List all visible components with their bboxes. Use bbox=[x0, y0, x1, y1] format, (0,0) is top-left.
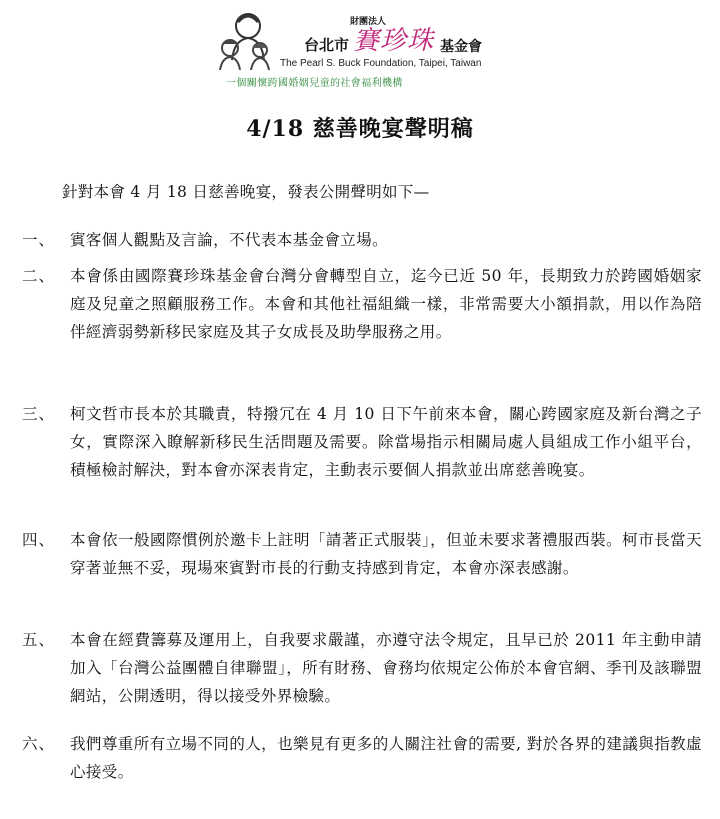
org-english-name: The Pearl S. Buck Foundation, Taipei, Taiwan bbox=[280, 58, 482, 69]
document-title: 4/18 慈善晚宴聲明稿 bbox=[246, 116, 474, 142]
item-number: 一、 bbox=[22, 231, 56, 249]
org-suffix: 基金會 bbox=[440, 39, 482, 55]
item-text: 賓客個人觀點及言論，不代表本基金會立場。 bbox=[70, 231, 389, 249]
org-prefix: 財團法人 bbox=[350, 17, 387, 27]
item-text: 柯文哲市長本於其職責，特撥冗在 4 月 10 日下午前來本會，關心跨國家庭及新台灣之子女，實際深入瞭解新移民生活問題及需要。除當場指示相關局處人員組成工作小組平台，積極檢討解決，對本會亦深表肯定，主動表示要個人捐款並出席慈善晚宴。 bbox=[70, 405, 702, 479]
item-number: 二、 bbox=[22, 267, 56, 285]
mother-and-children-icon bbox=[214, 8, 278, 72]
org-slogan: 一個關懷跨國婚姻兒童的社會福利機構 bbox=[226, 78, 403, 89]
item-number: 三、 bbox=[22, 405, 56, 423]
item-text: 我們尊重所有立場不同的人，也樂見有更多的人關注社會的需要, 對於各界的建議與指教虛心接受。 bbox=[70, 735, 702, 781]
item-number: 五、 bbox=[22, 631, 56, 649]
item-number: 六、 bbox=[22, 735, 56, 753]
item-text: 本會依一般國際慣例於邀卡上註明「請著正式服裝」，但並未要求著禮服西裝。柯市長當天穿著並無不妥，現場來賓對市長的行動支持感到肯定，本會亦深表感謝。 bbox=[70, 531, 702, 577]
org-brand-name: 賽珍珠 bbox=[353, 26, 435, 56]
item-text: 本會係由國際賽珍珠基金會台灣分會轉型自立，迄今已近 50 年，長期致力於跨國婚姻家庭及兒童之照顧服務工作。本會和其他社福組織一樣，非常需要大小額捐款，用以作為陪伴經濟弱勢新移民家庭及其子女成長及助學服務之用。 bbox=[70, 267, 702, 341]
org-city: 台北市 bbox=[304, 36, 350, 54]
intro-paragraph: 針對本會 4 月 18 日慈善晚宴，發表公開聲明如下— bbox=[62, 183, 430, 201]
item-text: 本會在經費籌募及運用上，自我要求嚴謹，亦遵守法令規定，且早已於 2011 年主動申請加入「台灣公益團體自律聯盟」，所有財務、會務均依規定公佈於本會官網、季刊及該聯盟網站，公開透明，得以接受外界檢驗。 bbox=[70, 631, 702, 705]
letterhead bbox=[210, 8, 510, 89]
item-number: 四、 bbox=[22, 531, 56, 549]
